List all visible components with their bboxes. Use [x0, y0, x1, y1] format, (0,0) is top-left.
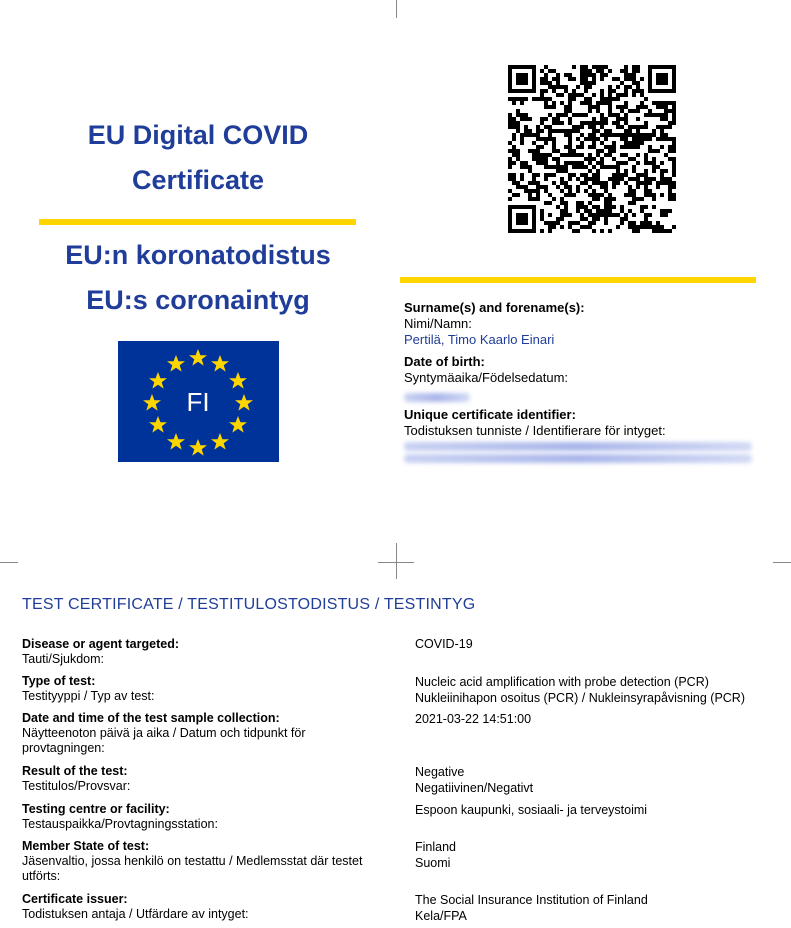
row-type-label: [22, 674, 392, 704]
centre-sublabel: Testauspaikka/Provtagningsstation:: [22, 817, 218, 831]
row-issuer-label: [22, 892, 392, 922]
result-value-fi-sv: Negatiivinen/Negativt: [415, 781, 534, 795]
row-member-state-label: [22, 839, 392, 884]
crop-mark-right: [773, 562, 791, 563]
certificate-title-en: [40, 113, 356, 203]
issuer-value-fi-sv: Kela/FPA: [415, 909, 467, 923]
result-sublabel: Testitulos/Provsvar:: [22, 779, 131, 793]
centre-label: Testing centre or facility:: [22, 802, 170, 816]
member-state-value-fi: Suomi: [415, 856, 451, 870]
row-datetime-label: [22, 711, 392, 756]
issuer-label: Certificate issuer:: [22, 892, 128, 906]
datetime-value: 2021-03-22 14:51:00: [415, 712, 532, 726]
row-centre-label: [22, 802, 392, 832]
member-state-value-en: Finland: [415, 840, 456, 854]
qr-code: [508, 65, 676, 233]
centre-value: Espoon kaupunki, sosiaali- ja terveystoimi: [415, 803, 648, 817]
eu-stars-icon: [118, 341, 279, 462]
row-disease-label: [22, 637, 392, 667]
row-result-value: [415, 764, 785, 796]
disease-value: COVID-19: [415, 637, 473, 651]
name-sublabel: Nimi/Namn:: [404, 316, 472, 331]
row-centre-value: [415, 802, 785, 818]
row-member-state-value: [415, 839, 785, 871]
holder-name-block: [404, 300, 585, 348]
dob-sublabel: Syntymäaika/Födelsedatum:: [404, 370, 569, 385]
type-value-fi-sv: Nukleiinihapon osoitus (PCR) / Nukleinsyrapåvisning (PCR): [415, 691, 745, 705]
name-value: Pertilä, Timo Kaarlo Einari: [404, 332, 555, 347]
test-section-title: TEST CERTIFICATE / TESTITULOSTODISTUS / TESTINTYG: [22, 596, 476, 613]
title-divider: [39, 219, 356, 225]
issuer-sublabel: Todistuksen antaja / Utfärdare av intyget:: [22, 907, 249, 921]
row-type-value: [415, 674, 785, 706]
datetime-label: Date and time of the test sample collection:: [22, 711, 280, 725]
uci-block: [404, 407, 666, 439]
crop-mark-top: [396, 0, 397, 18]
certificate-title-fi: EU:n koronatodistus: [65, 240, 331, 270]
title-en-line2: Certificate: [131, 165, 265, 195]
crop-mark-center-v: [396, 543, 397, 579]
uci-label: Unique certificate identifier:: [404, 407, 576, 422]
crop-mark-left: [0, 562, 18, 563]
dob-label: Date of birth:: [404, 354, 485, 369]
qr-code-icon: [508, 65, 676, 233]
disease-sublabel: Tauti/Sjukdom:: [22, 652, 104, 666]
type-sublabel: Testityyppi / Typ av test:: [22, 689, 155, 703]
certificate-title-sv: EU:s coronaintyg: [86, 285, 310, 315]
issuer-value-en: The Social Insurance Institution of Finland: [415, 893, 648, 907]
flag-country-code: FI: [186, 387, 210, 417]
uci-redacted-2: [404, 454, 752, 463]
uci-sublabel: Todistuksen tunniste / Identifierare för intyget:: [404, 423, 666, 438]
title-en-line1: EU Digital COVID: [87, 120, 309, 150]
disease-label: Disease or agent targeted:: [22, 637, 179, 651]
member-state-label: Member State of test:: [22, 839, 150, 853]
row-result-label: [22, 764, 392, 794]
holder-divider: [400, 277, 756, 283]
eu-flag: [118, 341, 279, 462]
datetime-sublabel: Näytteenoton päivä ja aika / Datum och tidpunkt för provtagningen:: [22, 726, 306, 755]
name-label: Surname(s) and forename(s):: [404, 300, 585, 315]
member-state-sublabel: Jäsenvaltio, jossa henkilö on testattu / Medlemsstat där testet utförts:: [22, 854, 363, 883]
row-issuer-value: [415, 892, 785, 924]
type-label: Type of test:: [22, 674, 96, 688]
result-value-en: Negative: [415, 765, 465, 779]
uci-redacted: [404, 442, 752, 451]
row-disease-value: [415, 636, 785, 652]
dob-block: [404, 354, 568, 386]
dob-redacted: [404, 393, 470, 402]
result-label: Result of the test:: [22, 764, 128, 778]
row-datetime-value: [415, 711, 785, 727]
type-value-en: Nucleic acid amplification with probe detection (PCR): [415, 675, 709, 689]
